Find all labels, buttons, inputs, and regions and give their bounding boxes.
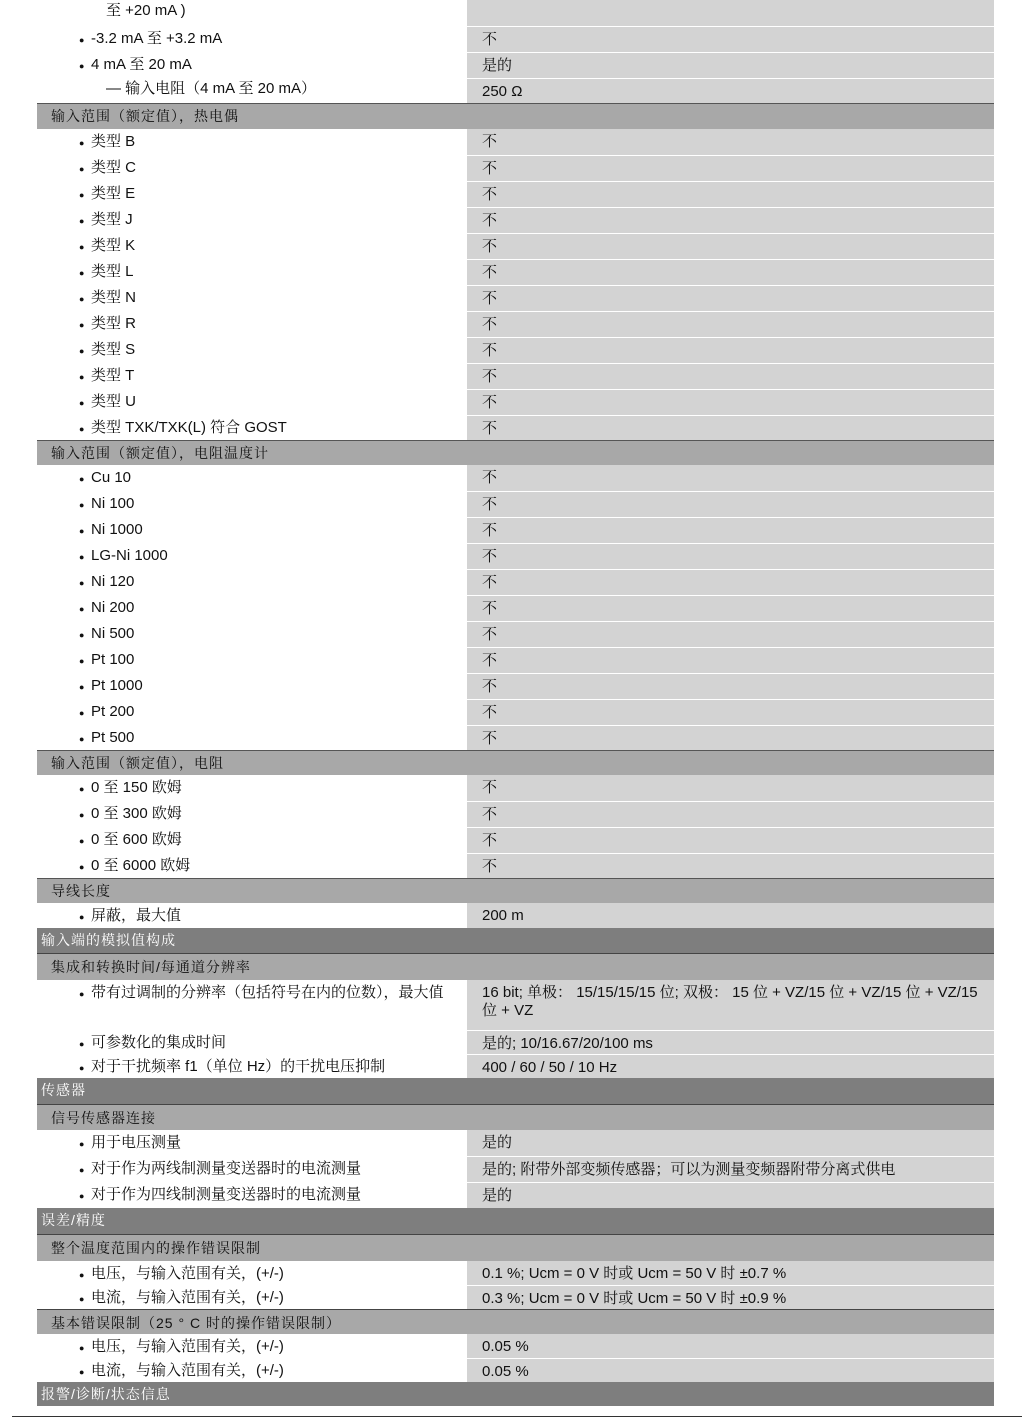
group-header: 输入范围（额定值），电阻温度计 [37,440,994,465]
bullet-icon: ● [79,1039,85,1049]
group-header: 集成和转换时间/每通道分辨率 [37,953,994,980]
bullet-icon: ● [79,734,85,744]
table-row [37,980,994,1030]
spec-label [37,543,467,569]
bullet-icon: ● [79,1343,85,1353]
spec-label [37,491,467,517]
spec-label-text: 类型 S [91,341,136,358]
spec-value: 不 [467,491,994,517]
spec-label [37,775,467,801]
spec-value: 不 [467,569,994,595]
spec-value [467,0,994,26]
spec-label-text: 类型 TXK/TXK(L) 符合 GOST [91,419,287,436]
spec-label [37,647,467,673]
bullet-icon: ● [79,862,85,872]
spec-label [37,207,467,233]
spec-value: 不 [467,363,994,389]
spec-label-text: Ni 500 [91,625,135,642]
table-row [37,207,994,233]
bullet-icon: ● [79,190,85,200]
table-row [37,129,994,155]
bullet-icon: ● [79,552,85,562]
spec-label-text: 对于作为两线制测量变送器时的电流测量 [91,1160,362,1177]
bullet-icon: ● [79,268,85,278]
table-row [37,1358,994,1382]
spec-value: 250 Ω [467,78,994,103]
spec-label-text: 类型 J [91,211,133,228]
bullet-icon: ● [79,61,85,71]
spec-label [37,181,467,207]
table-row [37,259,994,285]
table-row [37,491,994,517]
spec-label [37,129,467,155]
spec-value: 不 [467,699,994,725]
bullet-icon: ● [79,836,85,846]
section-header: 输入端的模拟值构成 [37,928,994,953]
spec-label [37,52,467,78]
table-row [37,903,994,928]
spec-label-text: 0 至 150 欧姆 [91,779,182,796]
table-row [37,1261,994,1285]
spec-label [37,155,467,181]
spec-label-text: — 输入电阻（4 mA 至 20 mA） [106,80,317,97]
spec-label [37,363,467,389]
spec-label [37,285,467,311]
spec-label-text: Pt 100 [91,651,135,668]
table-row [37,725,994,750]
spec-label [37,699,467,725]
spec-label [37,1030,467,1054]
spec-value: 不 [467,389,994,415]
table-row [37,1054,994,1078]
spec-value: 不 [467,337,994,363]
table-row [37,311,994,337]
bullet-icon: ● [79,656,85,666]
spec-value: 不 [467,181,994,207]
table-row [37,78,994,103]
bullet-icon: ● [79,604,85,614]
table-row [37,1285,994,1309]
spec-label [37,26,467,52]
spec-label [37,980,467,1030]
spec-label-text: 类型 K [91,237,136,254]
bullet-icon: ● [79,164,85,174]
bullet-icon: ● [79,708,85,718]
table-row [37,673,994,699]
bullet-icon: ● [79,1191,85,1201]
spec-label [37,78,467,103]
table-row [37,827,994,853]
bullet-icon: ● [79,1165,85,1175]
bullet-icon: ● [79,1294,85,1304]
table-row [37,233,994,259]
spec-value: 是的 [467,52,994,78]
spec-label [37,415,467,440]
bullet-icon: ● [79,578,85,588]
section-header: 传感器 [37,1078,994,1104]
spec-label-text: 0 至 6000 欧姆 [91,857,191,874]
spec-label-text: 4 mA 至 20 mA [91,56,192,73]
table-row [37,1156,994,1182]
spec-label-text: Ni 200 [91,599,135,616]
spec-value: 是的; 10/16.67/20/100 ms [467,1030,994,1054]
table-row [37,595,994,621]
table-row [37,647,994,673]
spec-value: 不 [467,725,994,750]
table-row [37,517,994,543]
spec-label-text: 0 至 300 欧姆 [91,805,182,822]
spec-label-text: 用于电压测量 [91,1134,182,1151]
spec-value: 不 [467,207,994,233]
spec-value: 不 [467,465,994,491]
table-row [37,1130,994,1156]
spec-value: 不 [467,801,994,827]
spec-label-text: Ni 1000 [91,521,143,538]
table-row [37,801,994,827]
spec-value: 不 [467,775,994,801]
spec-value: 0.3 %; Ucm = 0 V 时或 Ucm = 50 V 时 ±0.9 % [467,1285,994,1309]
spec-label-text: Pt 200 [91,703,135,720]
bullet-icon: ● [79,320,85,330]
table-row [37,52,994,78]
spec-label-text: 电流，与输入范围有关，(+/-) [91,1362,284,1379]
spec-value: 0.05 % [467,1334,994,1358]
spec-value: 不 [467,26,994,52]
spec-label-text: 带有过调制的分辨率（包括符号在内的位数），最大值 [91,984,444,1001]
bullet-icon: ● [79,912,85,922]
spec-value: 不 [467,827,994,853]
group-header: 导线长度 [37,878,994,903]
spec-value: 不 [467,647,994,673]
spec-value: 不 [467,673,994,699]
table-row [37,1030,994,1054]
spec-label [37,389,467,415]
spec-label-text: 类型 U [91,393,137,410]
section-header: 误差/精度 [37,1208,994,1234]
spec-label [37,1334,467,1358]
spec-label-text: 类型 L [91,263,134,280]
spec-label [37,1130,467,1156]
group-header: 整个温度范围内的操作错误限制 [37,1234,994,1261]
spec-table [37,0,994,1406]
bullet-icon: ● [79,682,85,692]
spec-label [37,903,467,928]
bullet-icon: ● [79,372,85,382]
bullet-icon: ● [79,242,85,252]
spec-label-text: Ni 120 [91,573,135,590]
spec-label [37,1285,467,1309]
table-row [37,1334,994,1358]
spec-value: 不 [467,415,994,440]
spec-value: 不 [467,621,994,647]
bottom-rule [12,1416,1022,1417]
bullet-icon: ● [79,526,85,536]
spec-value: 不 [467,595,994,621]
spec-label-text: 类型 N [91,289,137,306]
spec-value: 是的; 附带外部变频传感器；可以为测量变频器附带分离式供电 [467,1156,994,1182]
bullet-icon: ● [79,1367,85,1377]
spec-label-text: 类型 T [91,367,135,384]
table-row [37,853,994,878]
spec-label [37,801,467,827]
spec-label [37,517,467,543]
table-row [37,181,994,207]
spec-label-text: Cu 10 [91,469,132,486]
spec-label [37,1054,467,1078]
spec-label-text: 0 至 600 欧姆 [91,831,182,848]
bullet-icon: ● [79,398,85,408]
table-row [37,285,994,311]
spec-label-text: 对于干扰频率 f1（单位 Hz）的干扰电压抑制 [91,1058,386,1075]
spec-value: 16 bit; 单极： 15/15/15/15 位; 双极： 15 位 + VZ/15 位 + VZ/15 位 + VZ/15 位 + VZ [467,980,994,1030]
spec-label [37,621,467,647]
table-row [37,569,994,595]
spec-label [37,233,467,259]
spec-label-text: 电压，与输入范围有关，(+/-) [91,1338,284,1355]
table-row [37,337,994,363]
spec-label-text: -3.2 mA 至 +3.2 mA [91,30,223,47]
table-row [37,621,994,647]
bullet-icon: ● [79,630,85,640]
spec-label-text: 类型 R [91,315,137,332]
bullet-icon: ● [79,1063,85,1073]
spec-label-text: 类型 B [91,133,136,150]
spec-label [37,569,467,595]
spec-value: 不 [467,285,994,311]
spec-label-text: 电流，与输入范围有关，(+/-) [91,1289,284,1306]
bullet-icon: ● [79,784,85,794]
bullet-icon: ● [79,424,85,434]
spec-value: 不 [467,311,994,337]
spec-label-text: 类型 E [91,185,136,202]
spec-value: 不 [467,259,994,285]
spec-label [37,1358,467,1382]
spec-value: 400 / 60 / 50 / 10 Hz [467,1054,994,1078]
spec-label [37,337,467,363]
section-header: 报警/诊断/状态信息 [37,1382,994,1406]
bullet-icon: ● [79,474,85,484]
spec-value: 不 [467,155,994,181]
spec-value: 不 [467,517,994,543]
spec-label-text: 电压，与输入范围有关，(+/-) [91,1265,284,1282]
spec-label-text: 可参数化的集成时间 [91,1034,227,1051]
bullet-icon: ● [79,294,85,304]
table-row [37,26,994,52]
spec-label [37,827,467,853]
table-row [37,465,994,491]
spec-label [37,725,467,750]
bullet-icon: ● [79,35,85,45]
bullet-icon: ● [79,346,85,356]
spec-label [37,853,467,878]
group-header: 信号传感器连接 [37,1104,994,1130]
spec-value: 不 [467,853,994,878]
spec-label [37,1156,467,1182]
spec-label-text: 类型 C [91,159,137,176]
group-header: 输入范围（额定值），热电偶 [37,103,994,129]
group-header: 基本错误限制（25 ° C 时的操作错误限制） [37,1309,994,1334]
table-row [37,363,994,389]
bullet-icon: ● [79,989,85,999]
spec-label-text: Pt 500 [91,729,135,746]
spec-value: 0.1 %; Ucm = 0 V 时或 Ucm = 50 V 时 ±0.7 % [467,1261,994,1285]
spec-label [37,259,467,285]
spec-label-text: Pt 1000 [91,677,143,694]
spec-label [37,1261,467,1285]
spec-label-text: 至 +20 mA ) [106,2,186,19]
bullet-icon: ● [79,216,85,226]
spec-label [37,0,467,26]
bullet-icon: ● [79,138,85,148]
spec-value: 0.05 % [467,1358,994,1382]
spec-label [37,465,467,491]
group-header: 输入范围（额定值），电阻 [37,750,994,775]
table-row [37,415,994,440]
bullet-icon: ● [79,1270,85,1280]
table-row [37,543,994,569]
spec-value: 是的 [467,1130,994,1156]
spec-label-text: LG-Ni 1000 [91,547,168,564]
spec-value: 不 [467,233,994,259]
table-row [37,775,994,801]
spec-label-text: Ni 100 [91,495,135,512]
table-row [37,1182,994,1208]
spec-value: 是的 [467,1182,994,1208]
bullet-icon: ● [79,810,85,820]
spec-label [37,311,467,337]
table-row [37,0,994,26]
spec-label [37,595,467,621]
spec-value: 不 [467,129,994,155]
spec-label-text: 屏蔽，最大值 [91,907,182,924]
spec-label [37,1182,467,1208]
spec-label [37,673,467,699]
table-row [37,699,994,725]
bullet-icon: ● [79,500,85,510]
spec-value: 不 [467,543,994,569]
table-row [37,155,994,181]
bullet-icon: ● [79,1139,85,1149]
table-row [37,389,994,415]
spec-label-text: 对于作为四线制测量变送器时的电流测量 [91,1186,362,1203]
spec-value: 200 m [467,903,994,928]
